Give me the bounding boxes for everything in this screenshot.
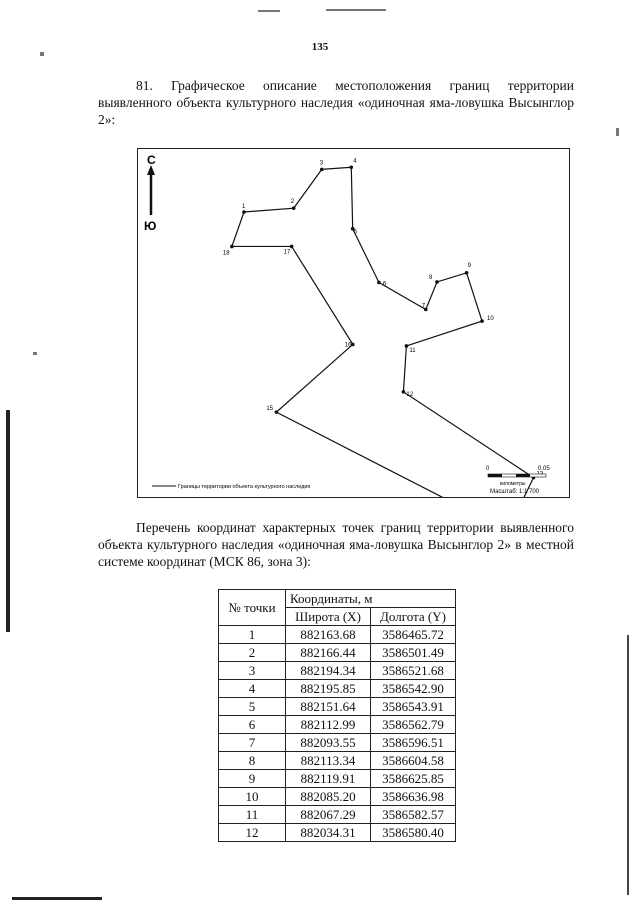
boundary-point-label: 3	[319, 160, 324, 167]
boundary-point-marker	[349, 165, 353, 169]
boundary-point-label: 4	[353, 158, 357, 165]
point-number: 4	[219, 680, 286, 698]
point-number: 2	[219, 644, 286, 662]
scale-zero: 0	[486, 466, 490, 472]
latitude-cell: 882195.85	[286, 680, 371, 698]
scan-edge-mark	[6, 410, 10, 632]
point-number: 5	[219, 698, 286, 716]
latitude-cell: 882085.20	[286, 788, 371, 806]
boundary-point-label: 5	[353, 229, 358, 236]
point-number: 10	[219, 788, 286, 806]
boundary-point-marker	[435, 280, 439, 284]
table-row	[219, 770, 456, 788]
scan-edge-mark	[627, 635, 629, 895]
latitude-cell: 882113.34	[286, 752, 371, 770]
table-row	[219, 752, 456, 770]
boundary-point-label: 8	[429, 274, 433, 281]
header-latitude: Широта (X)	[286, 608, 371, 626]
boundary-point-label: 6	[382, 281, 387, 288]
table-row	[219, 698, 456, 716]
scan-speck	[40, 52, 44, 56]
coordinates-table	[218, 589, 456, 842]
longitude-cell: 3586543.91	[371, 698, 456, 716]
north-arrow-icon	[147, 165, 155, 215]
boundary-point-marker	[242, 210, 246, 214]
point-number: 6	[219, 716, 286, 734]
header-coordinates: Координаты, м	[286, 590, 456, 608]
south-label: Ю	[144, 219, 157, 233]
latitude-cell: 882067.29	[286, 806, 371, 824]
boundary-point-marker	[351, 343, 355, 347]
latitude-cell: 882093.55	[286, 734, 371, 752]
coordinates-list-heading: Перечень координат характерных точек границ территории выявленного объекта культурного наследия «одиночная яма-ловушка Высынглор 2» в местной системе координат (МСК 86, зона 3):	[98, 520, 574, 569]
boundary-point-marker	[230, 245, 234, 249]
scan-speck	[616, 128, 619, 136]
section-81-heading: 81. Графическое описание местоположения границ территории выявленного объекта культурного наследия «одиночная яма-ловушка Высынглор 2»:	[98, 78, 574, 127]
table-body	[219, 626, 456, 842]
boundary-point-label: 18	[222, 250, 230, 257]
scan-speck	[258, 10, 280, 12]
longitude-cell: 3586604.58	[371, 752, 456, 770]
table-row	[219, 734, 456, 752]
boundary-point-label: 11	[409, 347, 416, 354]
latitude-cell: 882194.34	[286, 662, 371, 680]
boundary-point-marker	[402, 390, 406, 394]
longitude-cell: 3586501.49	[371, 644, 456, 662]
boundary-point-label: 16	[344, 342, 352, 349]
scale-max: 0.05	[538, 466, 550, 472]
boundary-point-marker	[320, 168, 324, 172]
legend-label: Границы территории объекта культурного наследия	[178, 484, 311, 490]
boundary-polygon	[232, 167, 534, 497]
header-point-number: № точки	[219, 590, 286, 626]
latitude-cell: 882034.31	[286, 824, 371, 842]
boundary-point-label: 15	[266, 406, 274, 413]
boundary-point-marker	[480, 319, 484, 323]
latitude-cell: 882119.91	[286, 770, 371, 788]
point-number: 7	[219, 734, 286, 752]
boundary-point-label: 2	[290, 199, 295, 206]
boundary-point-label: 10	[487, 316, 494, 323]
table-row	[219, 716, 456, 734]
boundary-point-label: 12	[406, 391, 414, 398]
point-number: 8	[219, 752, 286, 770]
longitude-cell: 3586636.98	[371, 788, 456, 806]
table-header-row	[219, 590, 456, 608]
boundary-point-marker	[290, 245, 294, 249]
longitude-cell: 3586562.79	[371, 716, 456, 734]
boundary-point-label: 9	[467, 262, 471, 269]
map-canvas	[138, 149, 569, 497]
table-row	[219, 626, 456, 644]
scan-speck	[326, 9, 386, 11]
longitude-cell: 3586580.40	[371, 824, 456, 842]
latitude-cell: 882166.44	[286, 644, 371, 662]
longitude-cell: 3586465.72	[371, 626, 456, 644]
point-number: 9	[219, 770, 286, 788]
scan-speck	[33, 352, 37, 355]
point-number: 12	[219, 824, 286, 842]
scale-ratio: Масштаб: 1:1 700	[490, 489, 540, 495]
longitude-cell: 3586521.68	[371, 662, 456, 680]
table-row	[219, 680, 456, 698]
table-row	[219, 662, 456, 680]
table-row	[219, 644, 456, 662]
latitude-cell: 882163.68	[286, 626, 371, 644]
longitude-cell: 3586582.57	[371, 806, 456, 824]
point-number: 3	[219, 662, 286, 680]
boundary-point-marker	[465, 271, 469, 275]
boundary-point-marker	[292, 206, 296, 210]
longitude-cell: 3586625.85	[371, 770, 456, 788]
scale-bar	[488, 474, 546, 477]
scan-edge-mark	[12, 897, 102, 900]
north-label: С	[147, 153, 156, 167]
longitude-cell: 3586596.51	[371, 734, 456, 752]
boundary-point-marker	[377, 281, 381, 285]
boundary-point-label: 17	[283, 249, 291, 256]
point-number: 11	[219, 806, 286, 824]
longitude-cell: 3586542.90	[371, 680, 456, 698]
table-row	[219, 806, 456, 824]
point-number: 1	[219, 626, 286, 644]
boundary-point-marker	[405, 344, 409, 348]
boundary-point-label: 1	[242, 204, 246, 210]
page-number: 135	[311, 41, 329, 53]
boundary-point-label: 7	[421, 303, 426, 310]
latitude-cell: 882151.64	[286, 698, 371, 716]
scale-unit: километры	[500, 481, 526, 487]
boundary-vertices	[223, 158, 544, 497]
table-row	[219, 788, 456, 806]
boundary-point-marker	[275, 410, 279, 414]
latitude-cell: 882112.99	[286, 716, 371, 734]
header-longitude: Долгота (Y)	[371, 608, 456, 626]
table-row	[219, 824, 456, 842]
boundary-map	[137, 148, 570, 498]
